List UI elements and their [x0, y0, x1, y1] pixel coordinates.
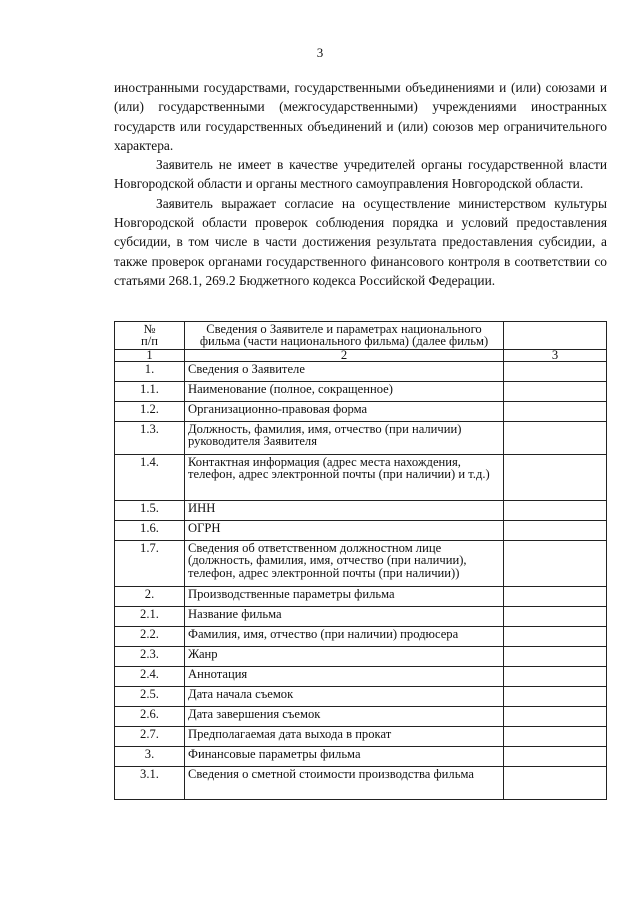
body-text [114, 78, 607, 290]
row-label: Финансовые параметры фильма [185, 746, 504, 766]
column-number: 2 [185, 349, 504, 361]
row-label: Название фильма [185, 606, 504, 626]
row-value-cell[interactable] [504, 454, 607, 500]
row-number: 2.2. [115, 626, 185, 646]
row-value-cell[interactable] [504, 361, 607, 381]
row-value-cell[interactable] [504, 520, 607, 540]
row-value-cell[interactable] [504, 586, 607, 606]
page-number: 3 [316, 45, 324, 60]
row-label: Контактная информация (адрес места нахождения, телефон, адрес электронной почты (при наличии) и т.д.) [185, 454, 504, 500]
row-number: 2. [115, 586, 185, 606]
table-row [115, 606, 607, 626]
table-row [115, 401, 607, 421]
row-value-cell[interactable] [504, 606, 607, 626]
row-value-cell[interactable] [504, 381, 607, 401]
row-label: ИНН [185, 500, 504, 520]
row-label: Жанр [185, 646, 504, 666]
table-row [115, 421, 607, 454]
row-value-cell[interactable] [504, 746, 607, 766]
row-value-cell[interactable] [504, 500, 607, 520]
column-number-row [115, 349, 607, 361]
row-number: 2.6. [115, 706, 185, 726]
table-row [115, 540, 607, 586]
table-row [115, 746, 607, 766]
row-value-cell[interactable] [504, 540, 607, 586]
row-number: 2.1. [115, 606, 185, 626]
header-number: № п/п [115, 322, 185, 350]
table-row [115, 686, 607, 706]
table-row [115, 500, 607, 520]
row-label: Дата начала съемок [185, 686, 504, 706]
table-row [115, 726, 607, 746]
table-row [115, 520, 607, 540]
table-row [115, 454, 607, 500]
header-value [504, 322, 607, 350]
row-label: Наименование (полное, сокращенное) [185, 381, 504, 401]
row-number: 1.5. [115, 500, 185, 520]
row-value-cell[interactable] [504, 766, 607, 799]
row-value-cell[interactable] [504, 706, 607, 726]
table-row [115, 361, 607, 381]
table-row [115, 586, 607, 606]
row-number: 2.3. [115, 646, 185, 666]
row-number: 1.7. [115, 540, 185, 586]
table-row [115, 646, 607, 666]
row-value-cell[interactable] [504, 401, 607, 421]
row-number: 3. [115, 746, 185, 766]
row-value-cell[interactable] [504, 421, 607, 454]
paragraph-consent: Заявитель выражает согласие на осуществление министерством культуры Новгородской области проверок соблюдения порядка и условий предоставления субсидии, в том числе в части достижения результата предоставления субсидии, а также проверок органами государственного финансового контроля в соответствии со статьями 268.1, 269.2 Бюджетного кодекса Российской Федерации. [114, 195, 607, 288]
row-label: Производственные параметры фильма [185, 586, 504, 606]
row-label: Фамилия, имя, отчество (при наличии) продюсера [185, 626, 504, 646]
row-number: 2.7. [115, 726, 185, 746]
row-label: ОГРН [185, 520, 504, 540]
row-label: Сведения об ответственном должностном лице (должность, фамилия, имя, отчество (при наличии), телефон, адрес электронной почты (при наличии)) [185, 540, 504, 586]
column-number: 3 [504, 349, 607, 361]
row-value-cell[interactable] [504, 666, 607, 686]
column-number: 1 [115, 349, 185, 361]
table-row [115, 381, 607, 401]
row-value-cell[interactable] [504, 626, 607, 646]
table-row [115, 766, 607, 799]
applicant-info-table [114, 321, 607, 800]
table-row [115, 706, 607, 726]
table-header-row [115, 322, 607, 350]
header-title: Сведения о Заявителе и параметрах национального фильма (части национального фильма) (далее фильм) [185, 322, 504, 350]
paragraph-continuation: иностранными государствами, государственными объединениями и (или) союзами и (или) государственными (межгосударственными) учреждениями иностранных государств или государственных объединений и (или) союзов мер ограничительного характера. [114, 80, 607, 153]
row-label: Аннотация [185, 666, 504, 686]
row-number: 1.4. [115, 454, 185, 500]
row-number: 1.3. [115, 421, 185, 454]
row-number: 1.2. [115, 401, 185, 421]
row-number: 2.5. [115, 686, 185, 706]
row-label: Организационно-правовая форма [185, 401, 504, 421]
table-row [115, 626, 607, 646]
row-number: 1.6. [115, 520, 185, 540]
row-number: 1. [115, 361, 185, 381]
paragraph-founders: Заявитель не имеет в качестве учредителей органы государственной власти Новгородской области и органы местного самоуправления Новгородской области. [114, 157, 607, 192]
row-label: Должность, фамилия, имя, отчество (при наличии) руководителя Заявителя [185, 421, 504, 454]
row-label: Сведения о сметной стоимости производства фильма [185, 766, 504, 799]
row-label: Предполагаемая дата выхода в прокат [185, 726, 504, 746]
table-row [115, 666, 607, 686]
row-number: 1.1. [115, 381, 185, 401]
row-value-cell[interactable] [504, 726, 607, 746]
row-value-cell[interactable] [504, 686, 607, 706]
row-number: 3.1. [115, 766, 185, 799]
row-number: 2.4. [115, 666, 185, 686]
row-label: Дата завершения съемок [185, 706, 504, 726]
row-label: Сведения о Заявителе [185, 361, 504, 381]
row-value-cell[interactable] [504, 646, 607, 666]
